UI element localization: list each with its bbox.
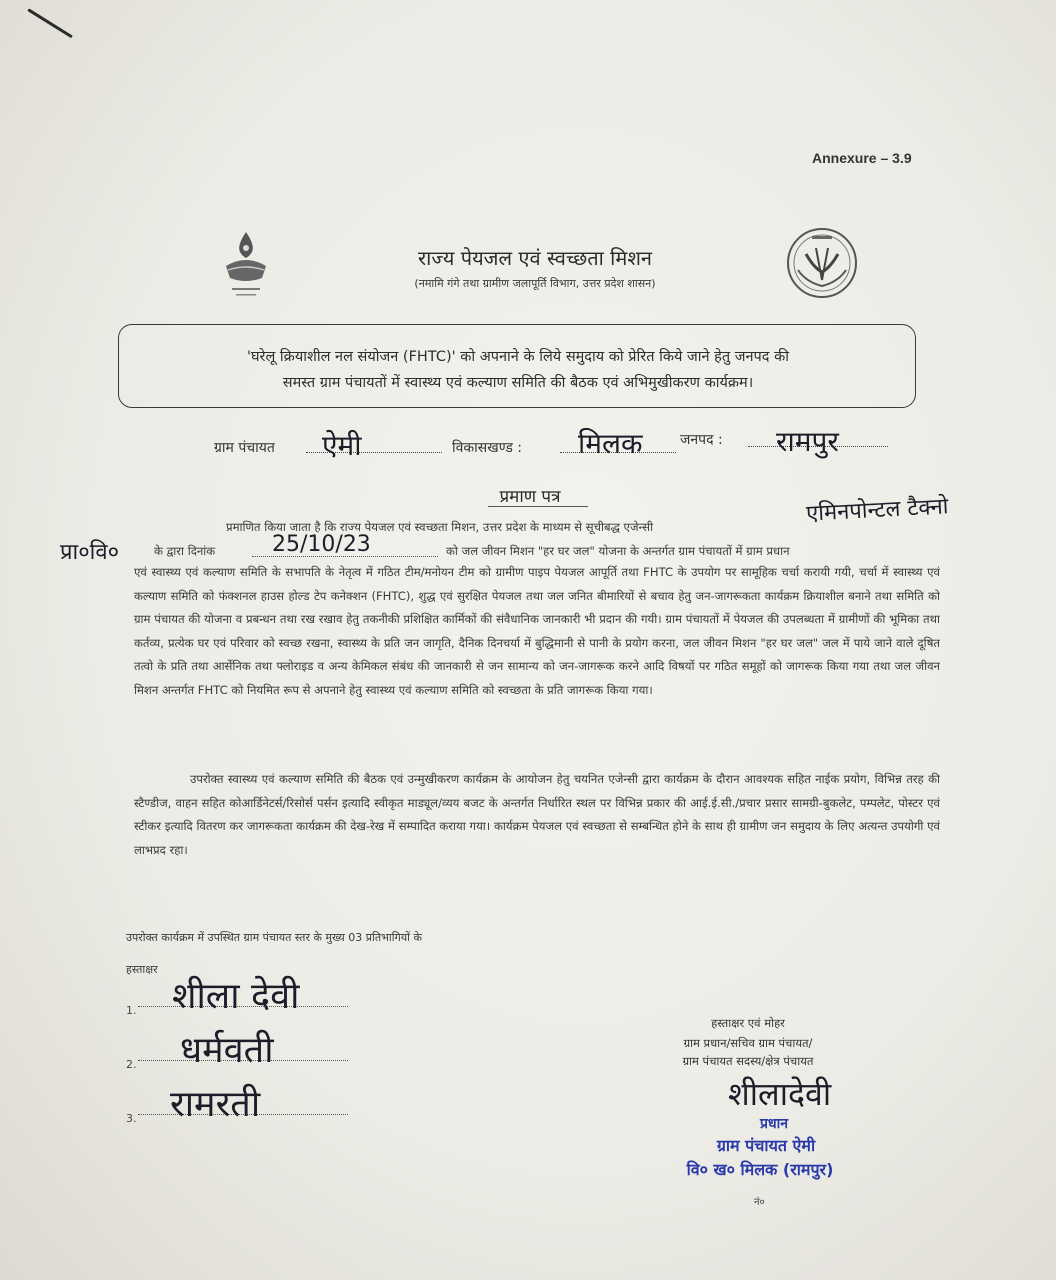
date-handwritten: 25/10/23	[272, 532, 371, 557]
program-title-box	[118, 324, 916, 408]
stamp-line2: ग्राम पंचायत ऐमी	[716, 1136, 816, 1155]
signature-2: धर्मवती	[180, 1030, 274, 1071]
mission-title: राज्य पेयजल एवं स्वच्छता मिशन	[417, 246, 653, 270]
up-govt-emblem-icon	[776, 224, 868, 302]
signature-1-number: 1.	[126, 1004, 137, 1017]
annexure-label: Annexure – 3.9	[812, 150, 912, 166]
program-title-line-1: 'घरेलू क्रियाशील नल संयोजन (FHTC)' को अपनाने के लिये समुदाय को प्रेरित किये जाने हेतु जनपद की	[247, 349, 789, 365]
seal-caption-line2: ग्राम प्रधान/सचिव ग्राम पंचायत/	[683, 1036, 813, 1050]
block-value: मिलक	[578, 427, 643, 460]
signature-1: शीला देवी	[172, 976, 300, 1017]
gram-panchayat-label: ग्राम पंचायत	[214, 440, 275, 456]
mission-emblem-icon	[214, 226, 278, 306]
block-label: विकासखण्ड :	[452, 440, 523, 456]
signature-3: रामरती	[170, 1084, 261, 1125]
seal-caption-line3: ग्राम पंचायत सदस्य/क्षेत्र पंचायत	[682, 1054, 814, 1068]
para1-line2-start: के द्वारा दिनांक	[154, 544, 216, 558]
signature-2-number: 2.	[126, 1058, 137, 1071]
mission-subtitle: (नमामि गंगे तथा ग्रामीण जलापूर्ति विभाग, उत्तर प्रदेश शासन)	[414, 277, 656, 290]
certificate-title: प्रमाण पत्र	[499, 487, 561, 507]
stamp-line4: नं०	[754, 1197, 765, 1208]
program-title-line-2: समस्त ग्राम पंचायतों में स्वास्थ्य एवं कल्याण समिति की बैठक एवं अभिमुखीकरण कार्यक्रम।	[282, 375, 754, 391]
para2-body: उपरोक्त स्वास्थ्य एवं कल्याण समिति की बैठक एवं उन्मुखीकरण कार्यक्रम के आयोजन हेतु चयनित एजेन्सी द्वारा कार्यक्रम के दौरान आवश्यक सहित नाईक प्रयोग, विभिन्न तरह की स्टैण्डीज, वाहन सहित कोआर्डिनेटर्स/रिसोर्स पर्सन इत्यादि स्वीकृत माड्यूल/व्यय बजट के अन्तर्गत निर्धारित स्थल पर विभिन्न प्रकार की आई.ई.सी./प्रचार प्रसार सामग्री-बुकलेट, पम्पलेट, पोस्टर एवं स्टीकर इत्यादि वितरण कर जागरूकता कार्यक्रम की देख-रेख में सम्पादित कराया गया। कार्यक्रम पेयजल एवं स्वच्छता से सम्बन्धित होने के साथ ही ग्रामीण जन समुदाय के लिए अत्यन्त उपयोगी एवं लाभप्रद रहा।	[134, 772, 940, 857]
stamp-line3: वि० ख० मिलक (रामपुर)	[686, 1160, 834, 1179]
pradhan-signature: शीलादेवी	[728, 1075, 832, 1113]
signatures-intro-line1: उपरोक्त कार्यक्रम में उपस्थित ग्राम पंचायत स्तर के मुख्य 03 प्रतिभागियों के	[126, 931, 422, 944]
signatures-intro-line2: हस्ताक्षर	[126, 963, 158, 976]
title-underline	[488, 506, 588, 507]
agency-name-handwritten: एमिनपोन्टल टैक्नो	[805, 494, 950, 527]
district-label: जनपद :	[680, 432, 723, 448]
para1-line2-end: को जल जीवन मिशन "हर घर जल" योजना के अन्तर्गत ग्राम पंचायतों में ग्राम प्रधान	[446, 544, 790, 558]
para1-line1: प्रमाणित किया जाता है कि राज्य पेयजल एवं स्वच्छता मिशन, उत्तर प्रदेश के माध्यम से सूचीबद्ध एजेन्सी	[226, 520, 654, 534]
school-handwritten: प्रा०वि०	[60, 540, 120, 565]
seal-caption-line1: हस्ताक्षर एवं मोहर	[711, 1016, 785, 1030]
gram-panchayat-value: ऐमी	[322, 429, 362, 462]
stamp-line1: प्रधान	[760, 1116, 788, 1132]
pencil-mark	[27, 8, 73, 38]
signature-3-number: 3.	[126, 1112, 137, 1125]
district-value: रामपुर	[776, 425, 839, 458]
para1-body: एवं स्वास्थ्य एवं कल्याण समिति के सभापति के नेतृत्व में गठित टीम/मनोयन टीम को ग्रामीण पाइप पेयजल आपूर्ति तथा FHTC के उपयोग पर सामूहिक चर्चा करायी गयी, चर्चा में स्वास्थ्य एवं कल्याण समिति को फंक्शनल हाउस होल्ड टेप कनेक्शन (FHTC), शुद्ध एवं सुरक्षित पेयजल तथा जल जनित बीमारियों से बचाव हेतु जन-जागरूकता कार्यक्रम क्रियाशील बनाने तथा समिति को ग्राम पंचायत की योजना व प्रबन्धन तथा रख रखाव हेतु तकनीकी प्रशिक्षित कार्मिकों की संवैधानिक जानकारी भी प्रदान की गयी। ग्राम पंचायतों में पेयजल की उपलब्धता में ग्रामीणों की भूमिका तथा कर्तव्य, प्रत्येक घर एवं परिवार को स्वच्छ रखना, स्वास्थ्य के प्रति जन जागृति, दैनिक दिनचर्या में बुद्धिमानी से पानी के प्रयोग करना, जल जीवन मिशन "हर घर जल" जल में पाये जाने वाले दूषित तत्वो के प्रति तथा आर्सेनिक तथा फ्लोराइड व अन्य केमिकल संबंध की जानकारी से जन सामान्य को जन-जागरूक करने आदि विषयों पर गठित समूहों को जागरूक किया गया तथा जल जीवन मिशन अन्तर्गत FHTC को नियमित रूप से अपनाने हेतु स्वास्थ्य एवं कल्याण समिति को स्वच्छता के प्रति जागरूक किया गया।	[134, 565, 940, 697]
